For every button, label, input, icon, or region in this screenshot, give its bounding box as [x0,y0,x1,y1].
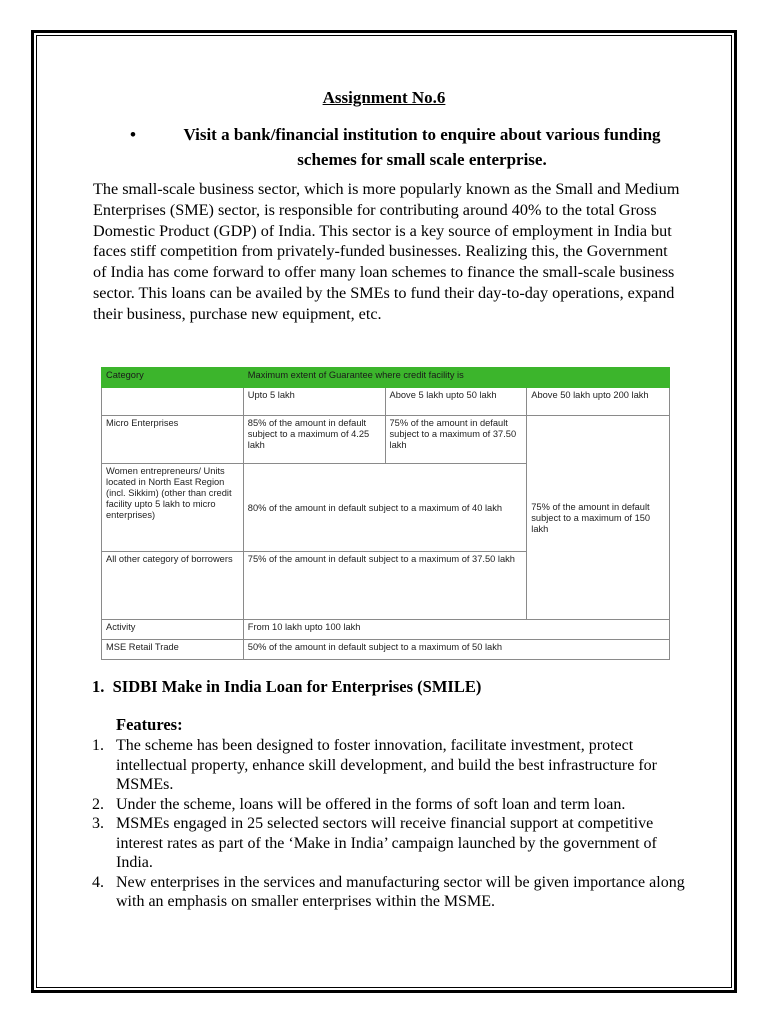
table-col-5to50: Above 5 lakh upto 50 lakh [385,388,527,416]
list-item-number: 4. [92,873,104,891]
list-item-text: The scheme has been designed to foster innovation, facilitate investment, protect intellectual property, enhance skill development, and build the best infrastructure for MSMEs. [116,737,657,793]
list-item [92,873,692,912]
section-number: 1. [92,677,105,696]
table-row [102,416,670,464]
table-header-category: Category [102,368,244,388]
list-item-number: 1. [92,737,104,754]
table-header-max: Maximum extent of Guarantee where credit facility is [243,368,669,388]
table-row-label: MSE Retail Trade [102,640,244,660]
section-heading [92,677,481,697]
table-col-upto5: Upto 5 lakh [243,388,385,416]
table-row-label: All other category of borrowers [102,552,244,620]
table-cell [102,388,244,416]
intro-paragraph: The small-scale business sector, which is more popularly known as the Small and Medium Enterprises (SME) sector, is responsible for contributing around 40% to the total Gross Domestic Product (GDP) of India. This sector is a key source of employment in India but faces stiff competition from privately-funded businesses. Realizing this, the Government of India has come forward to offer many loan schemes to finance the small-scale business sector. This loans can be availed by the SMEs to fund their day-to-day operations, expand their business, purchase new equipment, etc. [93,180,680,323]
guarantee-table [101,367,670,660]
list-item-text: MSMEs engaged in 25 selected sectors will receive financial support at competitive interest rates as part of the ‘Make in India’ campaign launched by the government of India. [116,815,657,871]
section-heading-text: SIDBI Make in India Loan for Enterprises (SMILE) [112,677,482,696]
list-item-number: 3. [92,815,104,832]
table-cell: 75% of the amount in default subject to a maximum of 37.50 lakh [385,416,527,464]
table-cell-above50: 75% of the amount in default subject to a maximum of 150 lakh [527,416,670,620]
table-cell: 75% of the amount in default subject to a maximum of 37.50 lakh [243,552,526,620]
table-col-50to200: Above 50 lakh upto 200 lakh [527,388,670,416]
table-row-label: Micro Enterprises [102,416,244,464]
table-cell: 80% of the amount in default subject to a maximum of 40 lakh [243,464,526,552]
list-item-text: Under the scheme, loans will be offered in the forms of soft loan and term loan. [116,795,626,813]
features-list [92,736,692,912]
task-bullet-text: Visit a bank/financial institution to enquire about various funding schemes for small scale enterprise. [183,125,661,169]
bullet-icon: • [130,125,136,144]
list-item [92,814,692,873]
assignment-title: Assignment No.6 [322,88,446,107]
task-bullet [130,122,690,172]
table-row [102,620,670,640]
table-row-label: Women entrepreneurs/ Units located in North East Region (incl. Sikkim) (other than credit facility upto 5 lakh to micro enterprises) [102,464,244,552]
table-header-row [102,368,670,388]
table-row-label: Activity [102,620,244,640]
table-row [102,640,670,660]
table-cell: 85% of the amount in default subject to a maximum of 4.25 lakh [243,416,385,464]
list-item-number: 2. [92,795,104,813]
list-item [92,795,692,815]
list-item-text: New enterprises in the services and manufacturing sector will be given importance along with an emphasis on smaller enterprises within the MSME. [116,873,685,910]
table-cell: From 10 lakh upto 100 lakh [243,620,669,640]
features-label: Features: [116,715,183,734]
table-cell: 50% of the amount in default subject to a maximum of 50 lakh [243,640,669,660]
list-item [92,736,692,795]
table-row [102,388,670,416]
